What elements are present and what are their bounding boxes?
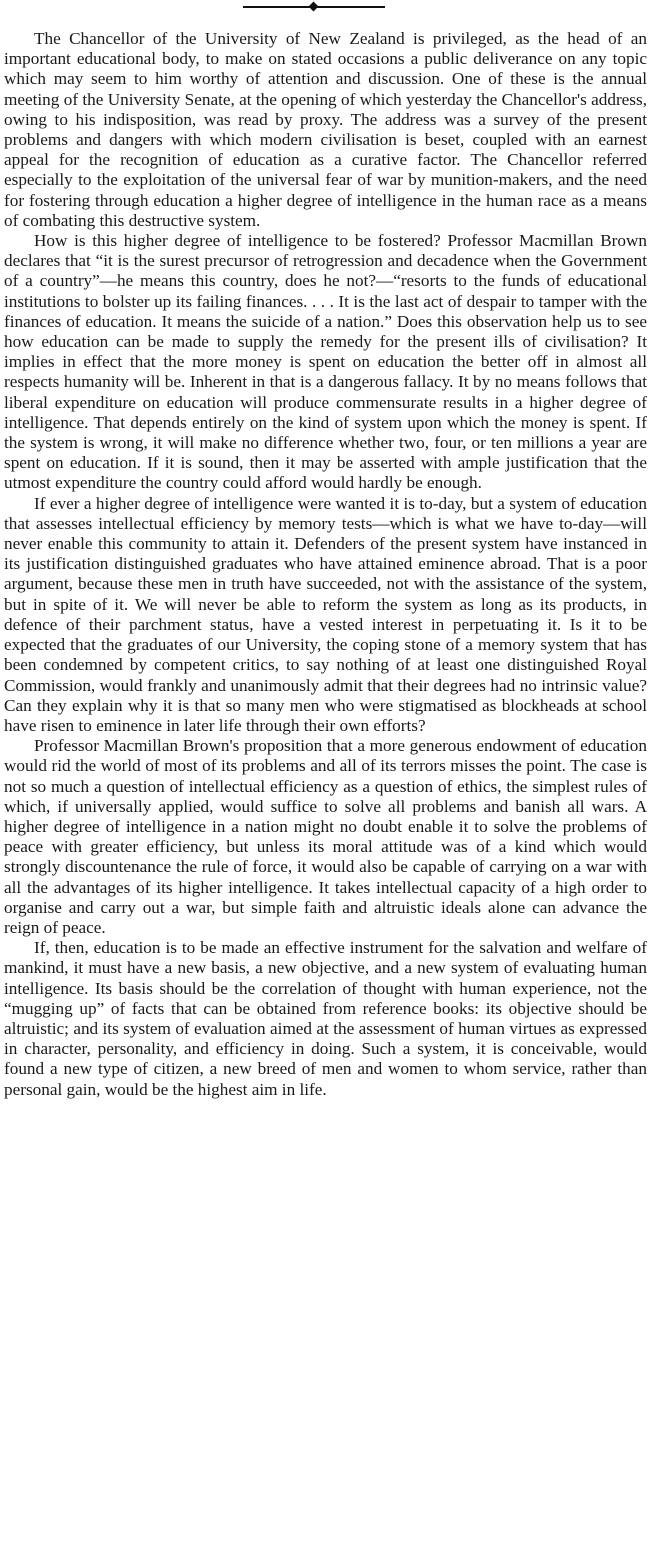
article-paragraph-5: If, then, education is to be made an effective instrument for the salvation and welfare of mankind, it must have a new basis, a new objective, and a new system of evaluating human intelligence. Its basis should be the correlation of thought with human experience, not the “mugging up” of facts that can be obtained from reference books: its objective should be altruistic; and its system of evaluation aimed at the assessment of human virtues as expressed in character, personality, and efficiency in doing. Such a system, it is conceivable, would found a new type of citizen, a new breed of men and women to whom service, rather than personal gain, would be the highest aim in life. bbox=[4, 938, 647, 1099]
article-paragraph-1: The Chancellor of the University of New Zealand is privileged, as the head of an important educational body, to make on stated occasions a public deliverance on any topic which may seem to him worthy of attention and discussion. One of these is the annual meeting of the University Senate, at the opening of which yesterday the Chancellor's address, owing to his indisposition, was read by proxy. The address was a survey of the present problems and dangers with which modern civilisation is beset, coupled with an earnest appeal for the recognition of education as a curative factor. The Chancellor referred especially to the exploitation of the universal fear of war by munition-makers, and the need for fostering through education a higher degree of intelligence in the human race as a means of combating this destructive system. bbox=[4, 29, 647, 230]
diamond-ornament-icon bbox=[309, 2, 319, 12]
article-body bbox=[4, 29, 647, 1100]
article-paragraph-3: If ever a higher degree of intelligence were wanted it is to-day, but a system of education that assesses intellectual efficiency by memory tests—which is what we have to-day—will never enable this community to attain it. Defenders of the present system have instanced in its justification distinguished graduates who have attained eminence abroad. That is a poor argument, because these men in truth have succeeded, not with the assistance of the system, but in spite of it. We will never be able to reform the system as long as its products, in defence of their parchment status, have a vested interest in perpetuating it. Is it to be expected that the graduates of our University, the coping stone of a memory system that has been condemned by competent critics, to say nothing of at least one distinguished Royal Commission, would frankly and unanimously admit that their degrees had no intrinsic value? Can they explain why it is that so many men who were stigmatised as blockheads at school have risen to eminence in later life through their own efforts? bbox=[4, 493, 647, 735]
article-paragraph-4: Professor Macmillan Brown's proposition that a more generous endowment of education would rid the world of most of its problems and all of its terrors misses the point. The case is not so much a question of intellectual efficiency as a question of ethics, the simplest rules of which, if universally applied, would suffice to solve all problems and banish all wars. A higher degree of intelligence in a nation might no doubt enable it to solve the problems of peace with greater efficiency, but unless its moral attitude was of a kind which would strongly discountenance the rule of force, it would also be capable of carrying on a war with all the advantages of its higher intelligence. It takes intellectual capacity of a high order to organise and carry out a war, but simple faith and altruistic ideals alone can advance the reign of peace. bbox=[4, 736, 647, 937]
article-paragraph-2: How is this higher degree of intelligence to be fostered? Professor Macmillan Brown declares that “it is the surest precursor of retrogression and decadence when the Government of a country”—he means this country, does he not?—“resorts to the funds of educational institutions to bolster up its failing finances. . . . It is the last act of despair to tamper with the finances of education. It means the suicide of a nation.” Does this observation help us to see how education can be made to supply the remedy for the present ills of civilisation? It implies in effect that the more money is spent on education the better off in almost all respects humanity will be. Inherent in that is a dangerous fallacy. It by no means follows that liberal expenditure on education will produce commensurate results in a higher degree of intelligence. That depends entirely on the kind of system upon which the money is spent. If the system is wrong, it will make no difference whether two, four, or ten millions a year are spent on education. If it is sound, then it may be asserted with ample justification that the utmost expenditure the country could afford would hardly be enough. bbox=[4, 231, 647, 493]
header-ornament bbox=[0, 0, 650, 16]
